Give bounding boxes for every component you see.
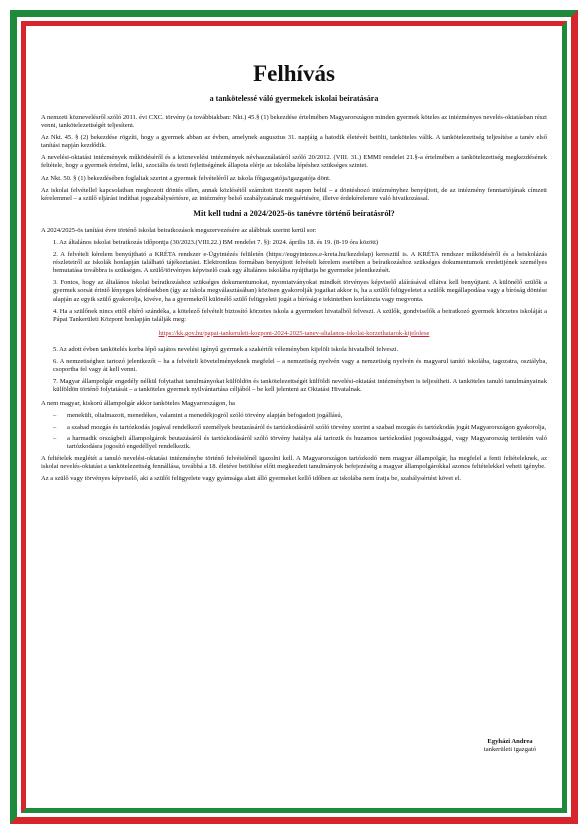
list-item-5: 5. Az adott évben tankötelés korba lépő sajátos nevelési igényű gyermek a szakértői véleményben kijelölt iskola hivatalból felveszi. xyxy=(53,345,399,353)
section-intro: A 2024/2025-ös tanítási évre történő iskolai beiratkozások megszervezésére az alábbiak szerint kerül sor: xyxy=(41,226,317,234)
district-link[interactable]: https://kk.gov.hu/papai-tankeruleti-kozpont-2024-2025-tanev-altalanos-iskolai-korzethatarok-kijelolese xyxy=(158,329,430,337)
section-title: Mit kell tudni a 2024/2025-ös tanévre történő beíratásról? xyxy=(193,208,395,218)
document-subtitle: a tanköteles​sé váló gyermekek iskolai beíratására xyxy=(209,94,379,103)
foreign-intro: A nem magyar, kiskorú állampolgár akkor tanköteles Magyarországon, ha xyxy=(41,400,235,408)
document-title: Felhívás xyxy=(253,61,335,86)
foreign-list-item: – menekült, oltalmazott, menedékes, valamint a menedékjogról szóló törvény alapján befogadott jogállású, xyxy=(53,412,343,420)
list-item-3: 3. Fontos, hogy az általános iskolai beíratkozáshoz szükséges dokumentumokat, nyomtatványokat mindkét törvényes képviselő aláírásával ellátva kell benyújtani. A különélő szülők a gyermek sorsát érintő lényeges kérdésekben (így az iskola megválasztásában) közösen gyakorolják jogaikat akkor is, ha a szülői felügyeletet a szülők megállapodása vagy a bíróság döntése alapján az egyik szülő gyakorolja, kivéve, ha a gyermekről különélő szülő felügyeleti jogát a bíróság e tekintetben korlátozta vagy megvonta. xyxy=(53,279,547,303)
foreign-list xyxy=(41,412,547,450)
list-item-7: 7. Magyar állampolgár engedély nélkül folytathat tanulmányokat külföldön és tankötelezettségét külföldi nevelési-oktatási intézményben is teljesítheti. A tanköteles tanuló tanulmányainak külföldön történő folytatását – a tanköteles gyermek nyilvántartása céljából – be kell jelenteni az Oktatási Hivatalnak. xyxy=(53,378,547,394)
closing-paragraph: A feltételek meglétét a tanuló nevelési-oktatási intézménybe történő felvételénél igazolni kell. A Magyarországon tartózkodó nem magyar állampolgár, ha megfelel a fenti feltételeknek, az iskolai nevelés-oktatást a tankötelezettség fennállása, továbbá a 18. életéve betöltése előtt megkezdett tanulmányok befejezéséig a magyar állampolgárokkal azonos feltételekkel veheti igénybe. xyxy=(41,454,547,470)
signature-role: tankerületi igazgató xyxy=(483,746,537,754)
signature-block xyxy=(450,738,570,755)
intro-paragraph: A nevelési-oktatási intézmények működéséről és a köznevelési intézmények névhasználatáról szóló 20/2012. (VIII. 31.) EMMI rendelet 21.§-a értelmében a tankötelezettség megkezdésének feltétele, hogy a gyermek értelmi, lelki, szociális és testi fejlettségének állapota elérje az iskolába lépéshez szükséges szintet. xyxy=(41,154,547,170)
list-item-6: 6. A nemzetiséghez tartozó jelentkezőt – ha a felvételi követelményeknek megfelel – a nemzetiség nyelvén vagy a nemzetiség nyelvén és magyarul tanító iskolába, tagozatra, osztályba, csoportba fel vagy át kell venni. xyxy=(53,357,547,374)
list-item-4: 4. Ha a szülőnek nincs ettől eltérő szándéka, a kötelező felvételt biztosító körzetes iskola a gyermeket hivatalból felveszi. A szülők, gondviselők a beiratkozó gyermek körzetes iskoláját a Pápai Tankerületi Központ honlapján találják meg: xyxy=(53,307,547,323)
foreign-list-item: – a szabad mozgás és tartózkodás jogával rendelkező személyek beutazásáról és tartózkodásáról szóló törvény szerint a szabad mozgás és tartózkodás jogát Magyarországon gyakorolja, xyxy=(53,423,547,431)
list-item-1: 1. Az általános iskolai beiratkozás időpontja (30/2023.(VIII.22.) BM rendelet 7. §): 2024. április 18. és 19. (8-19 óra között) xyxy=(53,238,379,246)
signature-name: Egyházi Andrea xyxy=(487,738,533,745)
document-body xyxy=(41,60,547,487)
intro-paragraph: Az iskolai felvétellel kapcsolatban meghozott döntés ellen, annak közlésétől számított tizenöt napon belül – a döntéshozó intézményhez benyújtott, de az intézmény fenntartójának címzett kérelemmel – a szülő eljárást indíthat jogszabálysértésre, az intézmény belső szabályzatának megsértésére, illetve érdekérelemre való hivatkozással. xyxy=(41,186,547,202)
foreign-list-item: – a harmadik országbeli állampolgárok beutazásáról és tartózkodásáról szóló törvény hatálya alá tartozik és huzamos tartózkodási jogosultsággal, vagy Magyarország területén való tartózkodásra jogosító engedéllyel rendelkezik. xyxy=(53,434,547,450)
intro-paragraph: A nemzeti köznevelésről szóló 2011. évi CXC. törvény (a továbbiakban: Nkt.) 45.§ (1) bekezdése értelmében Magyarországon minden gyermek köteles az intézményes nevelés-oktatásban részt venni, tankötelezettségét teljesíteni. xyxy=(41,114,547,130)
list-item-2: 2. A felvételi kérelem benyújtható a KRÉTA rendszer e-Ügyintézés felületén (https://eugyintezes.e-kreta.hu/kezdolap) keresztül is. A KRÉTA rendszer működéséről és a beiskolázás részleteiről az iskolák honlapján található tájékoztatást. Elektronikus formában benyújtott felvételi kérelem esetében a beíratkozáshoz szükséges dokumentumok eredetijének személyes bemutatása továbbra is szükséges. A szülő/törvényes képviselő csak egy általános iskolába nyújthatja be gyermeke jelentkezését. xyxy=(53,251,547,275)
closing-paragraph: Az a szülő vagy törvényes képviselő, aki a szülői felügyelete vagy gyámsága alatt álló gyermeket kellő időben az iskolába nem íratja be, szabálysértést követ el. xyxy=(41,475,462,482)
intro-paragraph: Az Nkt. 45. § (2) bekezdése rögzíti, hogy a gyermek abban az évben, amelynek augusztus 31. napjáig a hatodik életévét betölti, tanköteles válik. A tankötelezettség teljesítése a tanév első tanítási napján kezdődik. xyxy=(41,134,547,150)
intro-paragraph: Az Nkt. 50. § (1) bekezdésében foglaltak szerint a gyermek felvételéről az iskola főigazgatója/igazgatója dönt. xyxy=(41,174,331,182)
